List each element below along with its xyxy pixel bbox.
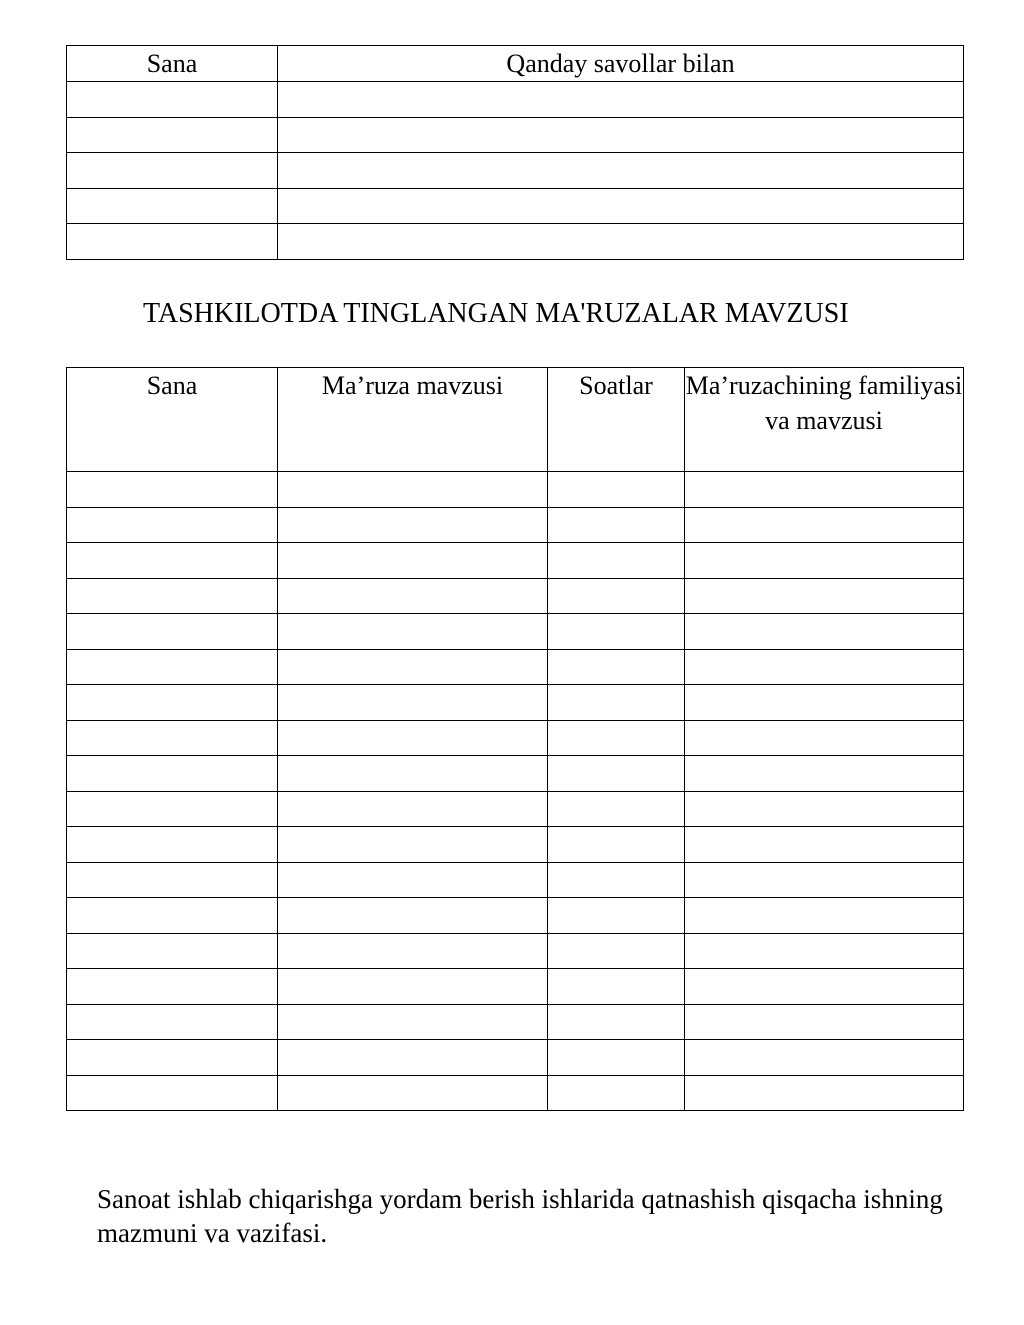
table-cell bbox=[685, 862, 964, 898]
table-cell bbox=[548, 862, 685, 898]
table-row bbox=[67, 153, 964, 189]
table-cell bbox=[67, 1040, 278, 1076]
table-row bbox=[67, 472, 964, 508]
table-cell bbox=[548, 472, 685, 508]
table-row bbox=[67, 82, 964, 118]
table-row bbox=[67, 720, 964, 756]
table-cell bbox=[685, 827, 964, 863]
table-cell bbox=[548, 543, 685, 579]
table-cell bbox=[685, 472, 964, 508]
table-cell bbox=[548, 933, 685, 969]
table-cell bbox=[278, 685, 548, 721]
table-row bbox=[67, 685, 964, 721]
column-header-hours: Soatlar bbox=[548, 368, 685, 472]
table-cell bbox=[67, 1075, 278, 1111]
table-row bbox=[67, 507, 964, 543]
body-paragraph: Sanoat ishlab chiqarishga yordam berish ishlarida qatnashish qisqacha ishning mazmuni va vazifasi. bbox=[97, 1184, 943, 1248]
table-cell bbox=[685, 756, 964, 792]
table-cell bbox=[548, 791, 685, 827]
table-cell bbox=[685, 969, 964, 1005]
column-header-lecturer: Ma’ruzachining familiyasi va mavzusi bbox=[685, 368, 964, 472]
table-cell bbox=[548, 1075, 685, 1111]
table-cell bbox=[278, 117, 964, 153]
column-header-date: Sana bbox=[67, 368, 278, 472]
column-header-questions: Qanday savollar bilan bbox=[278, 46, 964, 82]
table-cell bbox=[685, 543, 964, 579]
table-cell bbox=[67, 117, 278, 153]
table-row bbox=[67, 1075, 964, 1111]
table-cell bbox=[67, 224, 278, 260]
table-row bbox=[67, 224, 964, 260]
table-cell bbox=[278, 720, 548, 756]
table-cell bbox=[278, 791, 548, 827]
table-cell bbox=[278, 153, 964, 189]
table-cell bbox=[278, 82, 964, 118]
table-cell bbox=[685, 898, 964, 934]
table-cell bbox=[548, 827, 685, 863]
table-row bbox=[67, 578, 964, 614]
table-cell bbox=[67, 153, 278, 189]
table-cell bbox=[548, 507, 685, 543]
table-cell bbox=[548, 578, 685, 614]
table-cell bbox=[685, 1075, 964, 1111]
table-cell bbox=[67, 898, 278, 934]
table-header-row bbox=[67, 368, 964, 472]
table-cell bbox=[67, 862, 278, 898]
table-cell bbox=[67, 827, 278, 863]
table-row bbox=[67, 117, 964, 153]
table-cell bbox=[67, 614, 278, 650]
table-cell bbox=[67, 1004, 278, 1040]
table-row bbox=[67, 791, 964, 827]
table-cell bbox=[67, 649, 278, 685]
table-cell bbox=[278, 756, 548, 792]
table-cell bbox=[278, 224, 964, 260]
table-cell bbox=[548, 720, 685, 756]
table-cell bbox=[278, 898, 548, 934]
table-cell bbox=[67, 578, 278, 614]
table-row bbox=[67, 756, 964, 792]
table-row bbox=[67, 188, 964, 224]
table-cell bbox=[67, 791, 278, 827]
table-cell bbox=[278, 1004, 548, 1040]
table-cell bbox=[278, 1075, 548, 1111]
table-cell bbox=[67, 188, 278, 224]
table-row bbox=[67, 1040, 964, 1076]
table-cell bbox=[548, 1040, 685, 1076]
table-cell bbox=[685, 578, 964, 614]
table-cell bbox=[685, 791, 964, 827]
table-cell bbox=[278, 614, 548, 650]
column-header-date: Sana bbox=[67, 46, 278, 82]
table-cell bbox=[67, 720, 278, 756]
table-cell bbox=[685, 1040, 964, 1076]
table-cell bbox=[548, 614, 685, 650]
table-cell bbox=[548, 898, 685, 934]
table-cell bbox=[685, 933, 964, 969]
table-cell bbox=[278, 933, 548, 969]
table-cell bbox=[685, 614, 964, 650]
questions-table bbox=[66, 45, 964, 260]
table-cell bbox=[278, 827, 548, 863]
column-header-lecture-topic: Ma’ruza mavzusi bbox=[278, 368, 548, 472]
table-cell bbox=[278, 649, 548, 685]
table-cell bbox=[278, 1040, 548, 1076]
table-row bbox=[67, 1004, 964, 1040]
table-cell bbox=[67, 685, 278, 721]
table-row bbox=[67, 933, 964, 969]
table-cell bbox=[548, 1004, 685, 1040]
table-row bbox=[67, 827, 964, 863]
table-cell bbox=[278, 507, 548, 543]
table-row bbox=[67, 649, 964, 685]
table-cell bbox=[278, 188, 964, 224]
table-cell bbox=[67, 543, 278, 579]
table-cell bbox=[67, 472, 278, 508]
table-row bbox=[67, 969, 964, 1005]
table-cell bbox=[548, 649, 685, 685]
table-cell bbox=[685, 720, 964, 756]
table-cell bbox=[278, 578, 548, 614]
table-header-row bbox=[67, 46, 964, 82]
table-cell bbox=[278, 543, 548, 579]
table-cell bbox=[685, 649, 964, 685]
table-row bbox=[67, 898, 964, 934]
table-row bbox=[67, 543, 964, 579]
table-cell bbox=[685, 1004, 964, 1040]
table-cell bbox=[685, 685, 964, 721]
table-cell bbox=[278, 862, 548, 898]
lectures-table bbox=[66, 367, 964, 1111]
table-row bbox=[67, 614, 964, 650]
section-heading: TASHKILOTDA TINGLANGAN MA'RUZALAR MAVZUSI bbox=[143, 298, 849, 329]
table-cell bbox=[548, 969, 685, 1005]
table-cell bbox=[67, 507, 278, 543]
table-cell bbox=[67, 756, 278, 792]
table-cell bbox=[278, 969, 548, 1005]
table-cell bbox=[67, 933, 278, 969]
table-cell bbox=[685, 507, 964, 543]
table-cell bbox=[548, 756, 685, 792]
table-cell bbox=[67, 969, 278, 1005]
table-row bbox=[67, 862, 964, 898]
table-cell bbox=[548, 685, 685, 721]
table-cell bbox=[67, 82, 278, 118]
table-cell bbox=[278, 472, 548, 508]
